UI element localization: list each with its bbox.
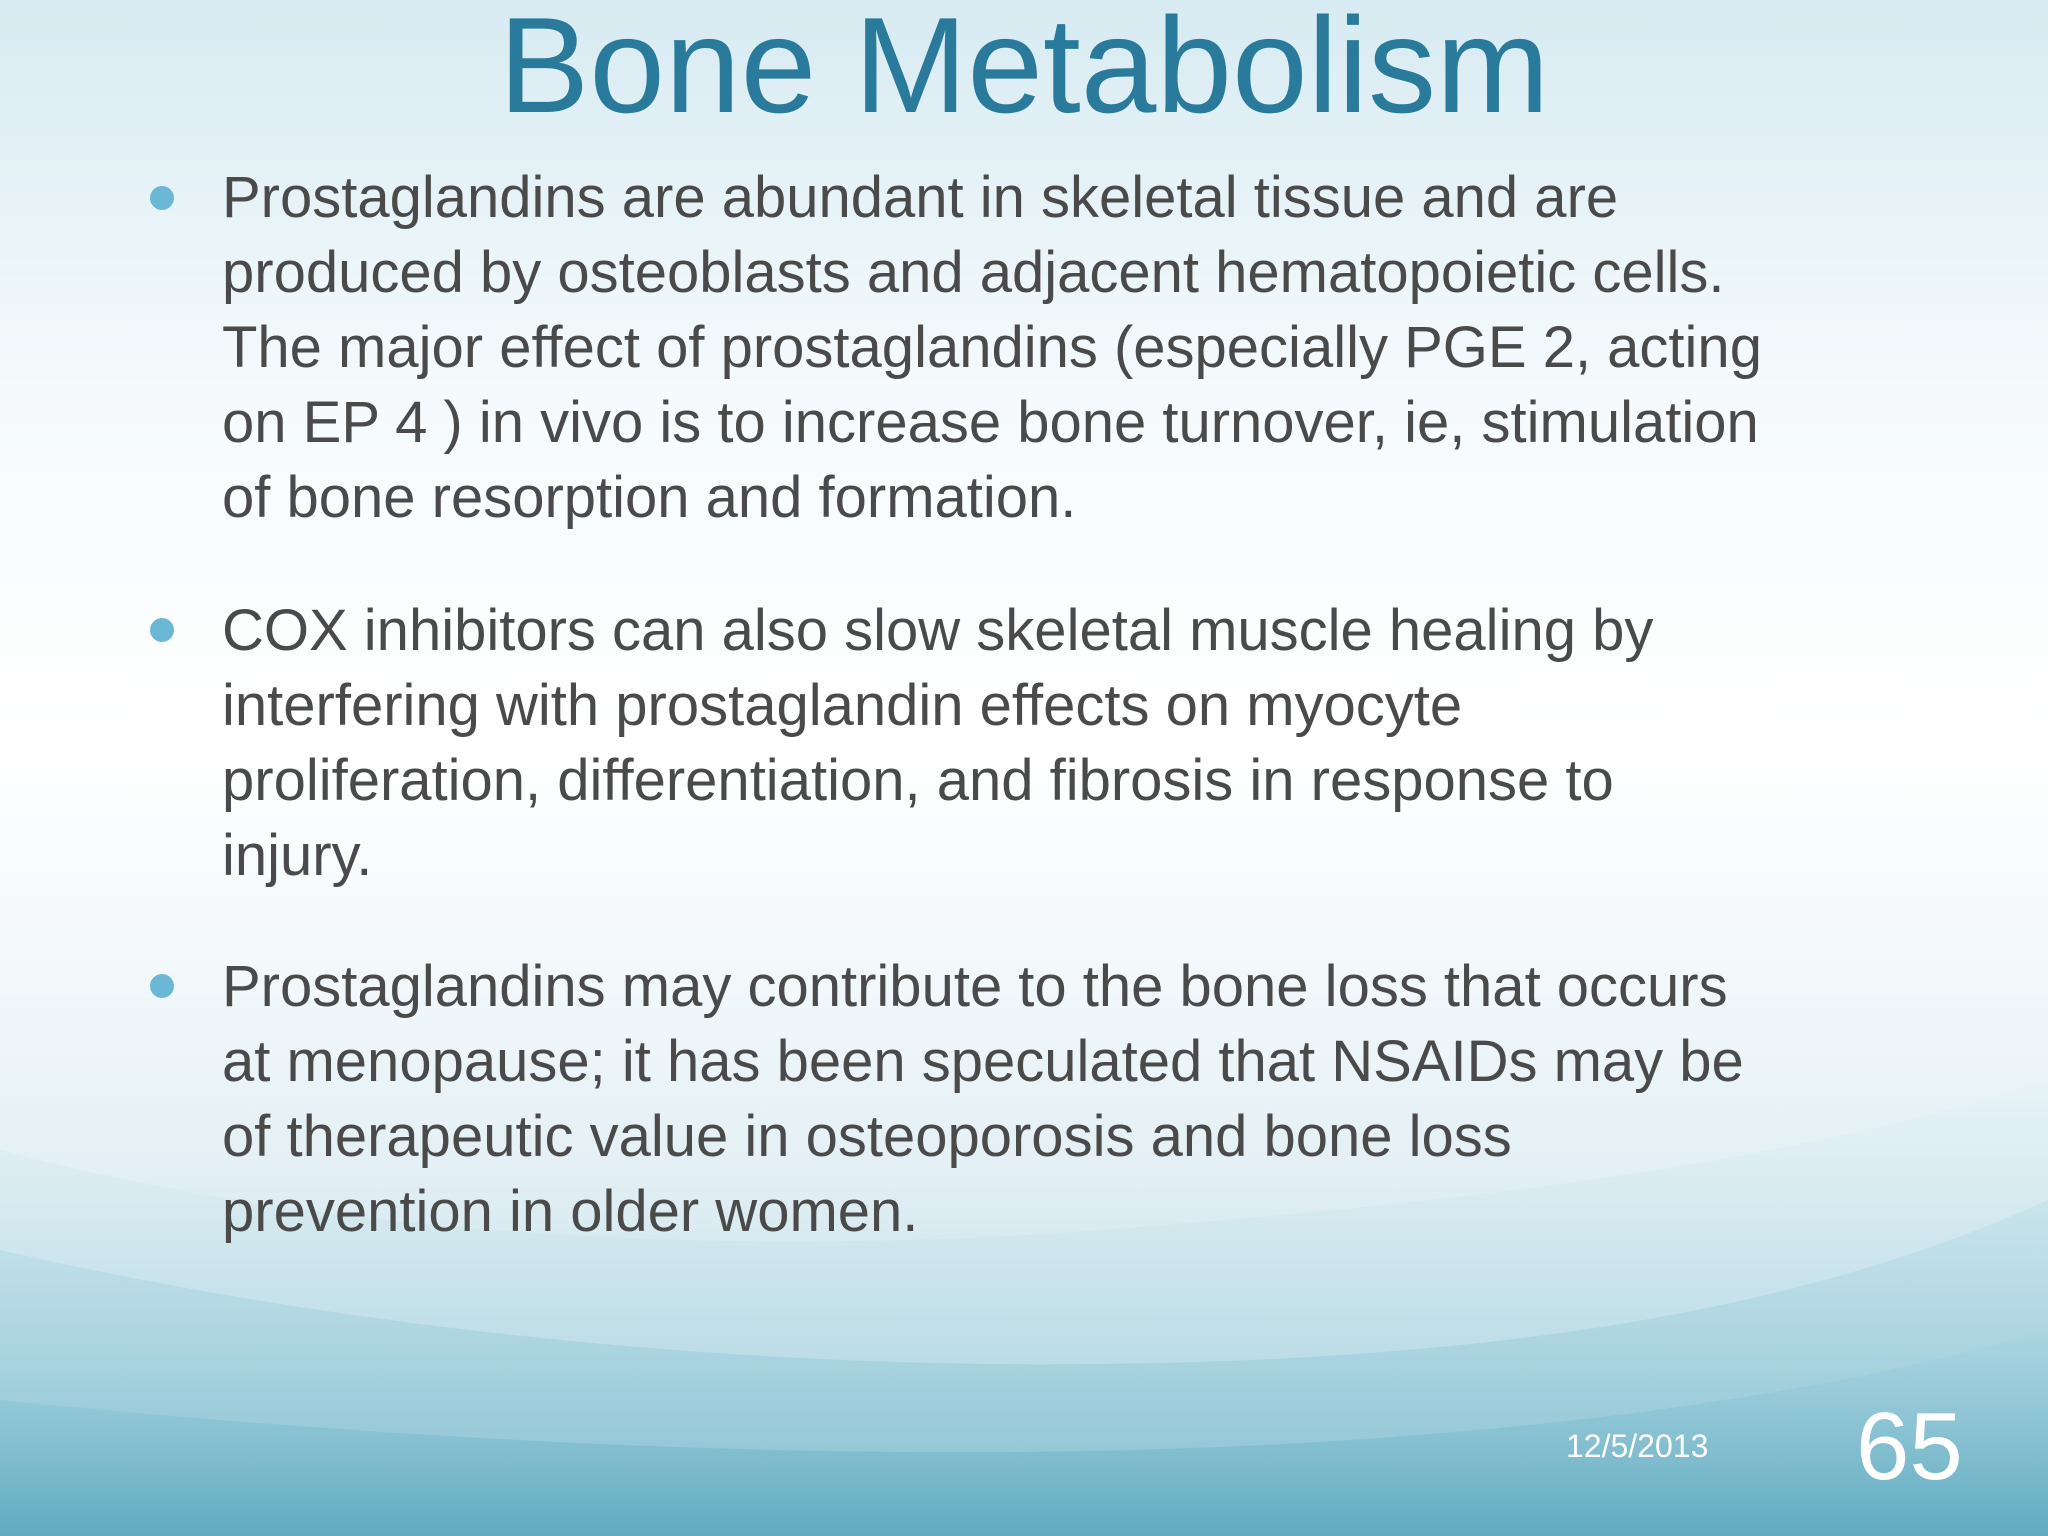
bullet-line: prevention in older women. xyxy=(222,1179,919,1244)
bullet-line: interfering with prostaglandin effects on myocyte xyxy=(222,673,1463,738)
bullet-line: produced by osteoblasts and adjacent hematopoietic cells. xyxy=(222,240,1725,305)
bullet-item-3 xyxy=(222,949,1902,1249)
slide-number: 65 xyxy=(1856,1393,1963,1500)
bullet-dot xyxy=(150,618,174,642)
bullet-dot xyxy=(150,186,174,210)
bullet-line: of therapeutic value in osteoporosis and bone loss xyxy=(222,1104,1512,1169)
bullet-line: on EP 4 ) in vivo is to increase bone turnover, ie, stimulation xyxy=(222,390,1759,455)
slide-title: Bone Metabolism xyxy=(498,0,1550,141)
bullet-line: at menopause; it has been speculated that NSAIDs may be xyxy=(222,1029,1744,1094)
bullet-dot xyxy=(150,974,174,998)
bullet-line: Prostaglandins are abundant in skeletal tissue and are xyxy=(222,165,1619,230)
bullet-line: proliferation, differentiation, and fibrosis in response to xyxy=(222,748,1614,813)
bullet-item-2 xyxy=(222,593,1902,893)
bullet-line: injury. xyxy=(222,823,373,888)
bullet-line: Prostaglandins may contribute to the bone loss that occurs xyxy=(222,954,1728,1019)
bullet-item-1 xyxy=(222,160,1902,535)
slide-date: 12/5/2013 xyxy=(1566,1428,1709,1464)
bullet-line: COX inhibitors can also slow skeletal muscle healing by xyxy=(222,598,1654,663)
bullet-line: of bone resorption and formation. xyxy=(222,465,1077,530)
bullet-line: The major effect of prostaglandins (especially PGE 2, acting xyxy=(222,315,1762,380)
